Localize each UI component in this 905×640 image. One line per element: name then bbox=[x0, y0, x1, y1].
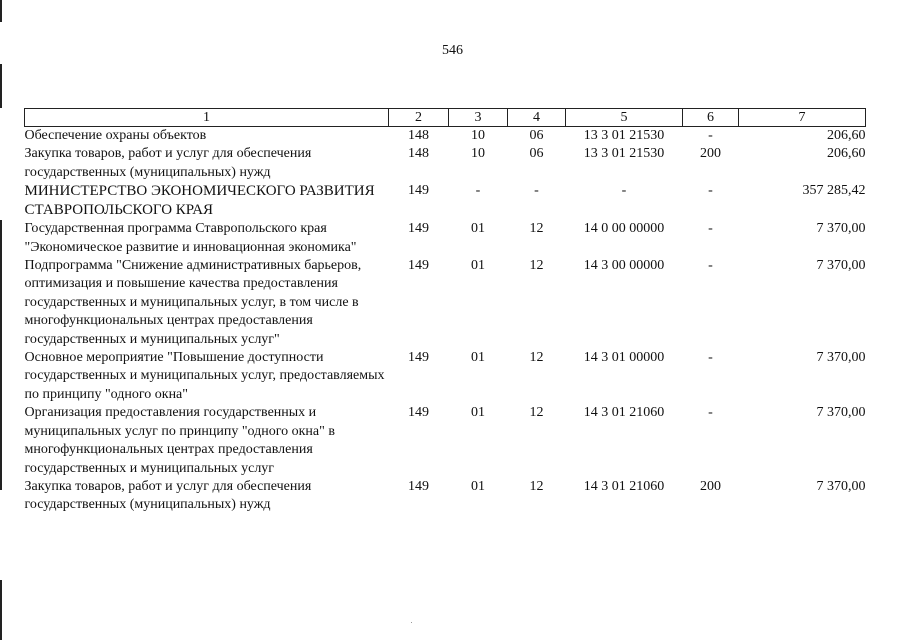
scan-edge-mark bbox=[0, 220, 2, 490]
row-name: Основное мероприятие "Повышение доступности государственных и муниципальных услуг, предоставляемых по принципу "одного окна" bbox=[24, 350, 385, 402]
row-name: Закупка товаров, работ и услуг для обеспечения государственных (муниципальных) нужд bbox=[24, 478, 312, 513]
table-row bbox=[25, 182, 866, 220]
section-code: 10 bbox=[471, 128, 485, 143]
section-code: 10 bbox=[471, 146, 485, 162]
table-row bbox=[25, 145, 866, 182]
column-header: 4 bbox=[508, 109, 566, 127]
scan-edge-mark bbox=[0, 64, 2, 108]
row-name: Государственная программа Ставропольского края "Экономическое развитие и инновационная экономика" bbox=[24, 221, 357, 255]
section-code: 01 bbox=[471, 405, 485, 421]
column-header: 1 bbox=[25, 109, 389, 127]
section-code: - bbox=[475, 183, 481, 199]
amount: 7 370,00 bbox=[816, 258, 866, 274]
amount: 7 370,00 bbox=[816, 478, 866, 494]
target-article-code: - bbox=[621, 183, 627, 199]
expense-type-code: - bbox=[708, 128, 713, 143]
amount: 357 285,42 bbox=[802, 183, 866, 199]
page-number: 546 bbox=[442, 43, 463, 58]
scan-speck bbox=[411, 622, 412, 623]
section-code: 01 bbox=[471, 478, 485, 494]
expense-type-code: 200 bbox=[700, 478, 721, 494]
ministry-code: 149 bbox=[408, 405, 429, 421]
expense-type-code: 200 bbox=[700, 146, 721, 162]
target-article-code: 14 0 00 00000 bbox=[583, 221, 665, 237]
ministry-code: 149 bbox=[408, 258, 429, 274]
table-row bbox=[25, 127, 866, 146]
target-article-code: 14 3 01 21060 bbox=[583, 405, 665, 421]
target-article-code: 13 3 01 21530 bbox=[583, 146, 665, 162]
row-name: МИНИСТЕРСТВО ЭКОНОМИЧЕСКОГО РАЗВИТИЯ СТАВРОПОЛЬСКОГО КРАЯ bbox=[24, 183, 375, 219]
table-row bbox=[25, 220, 866, 257]
target-article-code: 14 3 01 00000 bbox=[583, 350, 665, 366]
subsection-code: 06 bbox=[529, 128, 544, 143]
expense-type-code: - bbox=[708, 405, 713, 421]
expense-type-code: - bbox=[708, 183, 713, 199]
ministry-code: 148 bbox=[408, 128, 429, 143]
target-article-code: 14 3 01 21060 bbox=[583, 478, 665, 494]
expense-type-code: - bbox=[708, 350, 713, 366]
amount: 206,60 bbox=[827, 128, 866, 143]
row-name: Обеспечение охраны объектов bbox=[24, 128, 207, 143]
row-name: Закупка товаров, работ и услуг для обеспечения государственных (муниципальных) нужд bbox=[24, 146, 312, 180]
target-article-code: 13 3 01 21530 bbox=[583, 128, 665, 143]
amount: 7 370,00 bbox=[816, 350, 866, 366]
table-row bbox=[25, 478, 866, 515]
ministry-code: 149 bbox=[408, 183, 429, 199]
scan-edge-mark bbox=[0, 580, 2, 640]
table-row bbox=[25, 257, 866, 349]
column-header: 7 bbox=[739, 109, 866, 127]
column-header: 3 bbox=[449, 109, 508, 127]
expense-type-code: - bbox=[708, 258, 713, 274]
scan-edge-mark bbox=[0, 0, 2, 22]
amount: 206,60 bbox=[827, 146, 866, 162]
row-name: Подпрограмма "Снижение административных барьеров, оптимизация и повышение качества предоставления государственных и муниципальных услуг, в том числе в многофункциональных центрах предоставления государственных и муниципальных услуг" bbox=[24, 258, 362, 347]
ministry-code: 149 bbox=[408, 478, 429, 494]
subsection-code: 12 bbox=[529, 350, 544, 366]
subsection-code: 12 bbox=[529, 478, 544, 494]
target-article-code: 14 3 00 00000 bbox=[583, 258, 665, 274]
budget-table bbox=[24, 108, 866, 515]
table-header-row bbox=[25, 109, 866, 127]
amount: 7 370,00 bbox=[816, 405, 866, 421]
table-row bbox=[25, 349, 866, 404]
table-row bbox=[25, 404, 866, 478]
section-code: 01 bbox=[471, 350, 485, 366]
amount: 7 370,00 bbox=[816, 221, 866, 237]
column-header: 5 bbox=[566, 109, 683, 127]
section-code: 01 bbox=[471, 258, 485, 274]
expense-type-code: - bbox=[708, 221, 713, 237]
ministry-code: 149 bbox=[408, 350, 429, 366]
ministry-code: 148 bbox=[408, 146, 429, 162]
column-header: 6 bbox=[683, 109, 739, 127]
row-name: Организация предоставления государственных и муниципальных услуг по принципу "одного окна" в многофункциональных центрах предоставления государственных и муниципальных услуг bbox=[24, 405, 335, 476]
subsection-code: - bbox=[534, 183, 539, 199]
section-code: 01 bbox=[471, 221, 485, 237]
ministry-code: 149 bbox=[408, 221, 429, 237]
subsection-code: 12 bbox=[529, 405, 544, 421]
subsection-code: 12 bbox=[529, 258, 544, 274]
subsection-code: 12 bbox=[529, 221, 544, 237]
subsection-code: 06 bbox=[529, 146, 544, 162]
column-header: 2 bbox=[389, 109, 449, 127]
